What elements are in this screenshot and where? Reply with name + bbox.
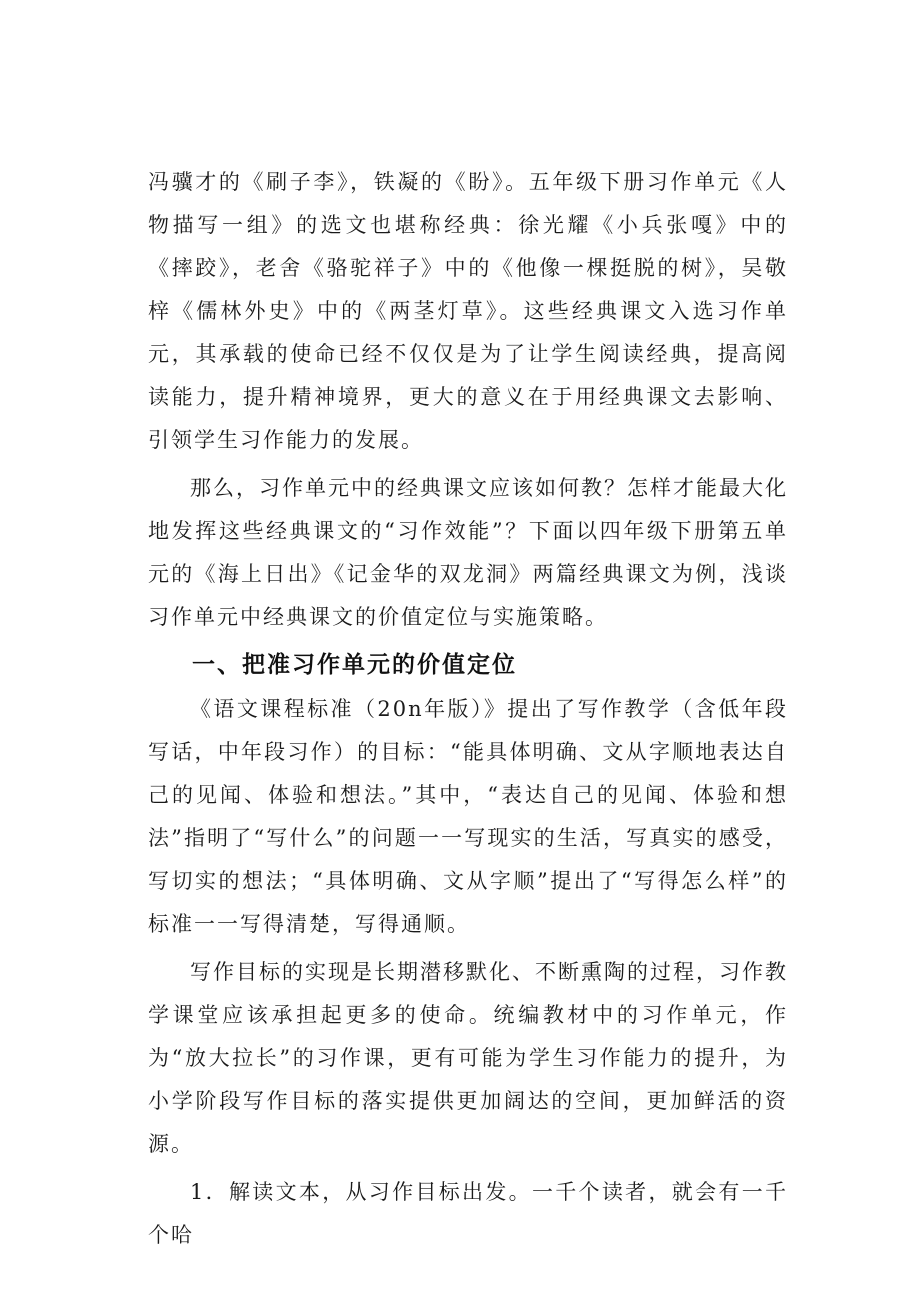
paragraph-numbered-point-1: 1．解读文本，从习作目标出发。一千个读者，就会有一千个哈 [148,1180,788,1247]
paragraph-writing-goal: 写作目标的实现是长期潜移默化、不断熏陶的过程，习作教学课堂应该承担起更多的使命。统编教材中的习作单元，作为“放大拉长”的习作课，更有可能为学生习作能力的提升，为小学阶段写作目标的落实提供更加阔达的空间，更加鲜活的资源。 [148,960,788,1156]
paragraph-continued: 冯骥才的《刷子李》，铁凝的《盼》。五年级下册习作单元《人物描写一组》的选文也堪称经典：徐光耀《小兵张嘎》中的《摔跤》，老舍《骆驼祥子》中的《他像一棵挺脱的树》，吴敬梓《儒林外史》中的《两茎灯草》。这些经典课文入选习作单元，其承载的使命已经不仅仅是为了让学生阅读经典，提高阅读能力，提升精神境界，更大的意义在于用经典课文去影响、引领学生习作能力的发展。 [148,170,788,452]
paragraph-curriculum-standard: 《语文课程标准（20n年版）》提出了写作教学（含低年段写话，中年段习作）的目标：“能具体明确、文从字顺地表达自己的见闻、体验和想法。”其中，“表达自己的见闻、体验和想法”指明了“写什么”的问题一一写现实的生活，写真实的感受，写切实的想法；“具体明确、文从字顺”提出了“写得怎么样”的标准一一写得清楚，写得通顺。 [148,697,788,936]
document-body [148,161,788,1257]
section-heading: 一、把准习作单元的价值定位 [192,652,517,678]
paragraph-intro-question: 那么，习作单元中的经典课文应该如何教？怎样才能最大化地发挥这些经典课文的“习作效能”？下面以四年级下册第五单元的《海上日出》《记金华的双龙洞》两篇经典课文为例，浅谈习作单元中经典课文的价值定位与实施策略。 [148,476,788,629]
